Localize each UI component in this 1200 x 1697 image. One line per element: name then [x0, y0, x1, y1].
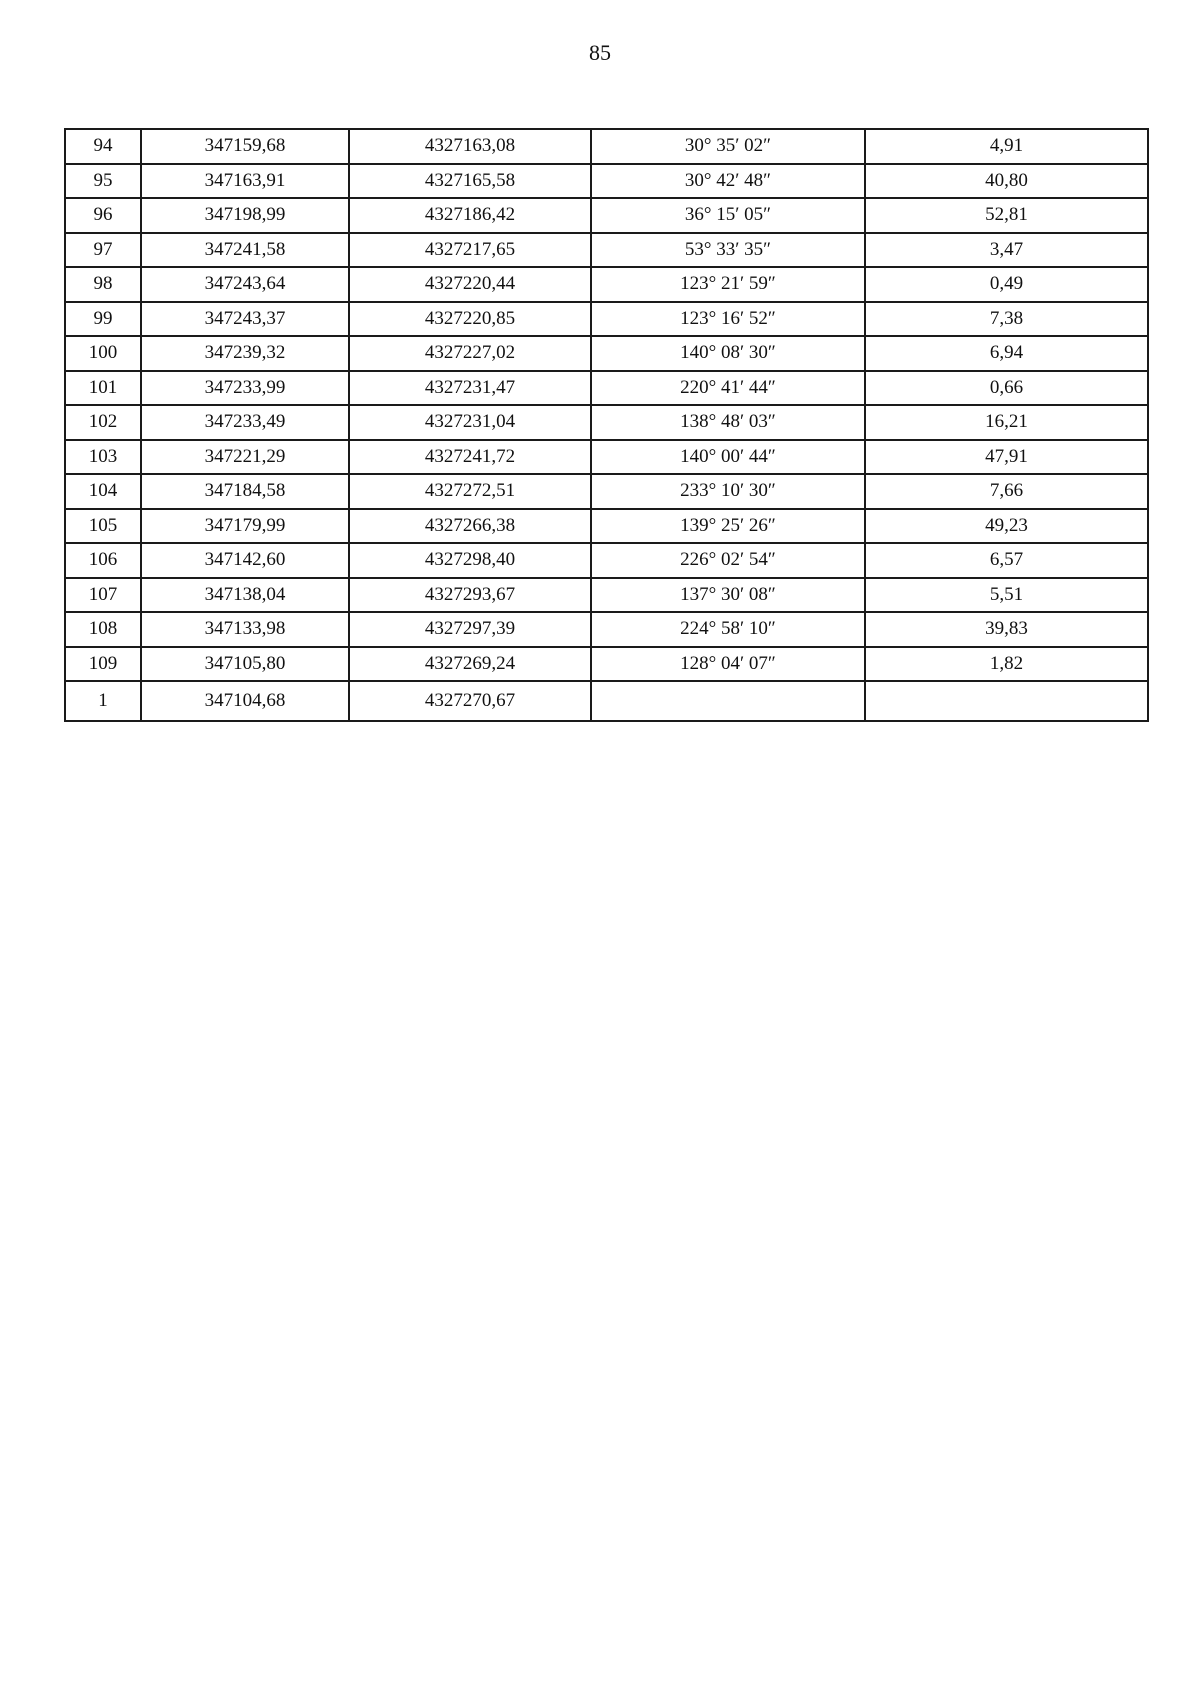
- direction-angle-cell: 123° 21′ 59″: [591, 267, 865, 302]
- y-coordinate-cell: 4327297,39: [349, 612, 591, 647]
- x-coordinate-cell: 347243,37: [141, 302, 349, 337]
- table-row: [65, 302, 1148, 337]
- direction-angle-cell: 226° 02′ 54″: [591, 543, 865, 578]
- y-coordinate-cell: 4327220,85: [349, 302, 591, 337]
- y-coordinate-cell: 4327266,38: [349, 509, 591, 544]
- table-row: [65, 336, 1148, 371]
- segment-length-cell: 47,91: [865, 440, 1148, 475]
- segment-length-cell: 52,81: [865, 198, 1148, 233]
- table-row: [65, 578, 1148, 613]
- table-row: [65, 681, 1148, 721]
- table-row: [65, 612, 1148, 647]
- x-coordinate-cell: 347142,60: [141, 543, 349, 578]
- x-coordinate-cell: 347239,32: [141, 336, 349, 371]
- segment-length-cell: 40,80: [865, 164, 1148, 199]
- y-coordinate-cell: 4327293,67: [349, 578, 591, 613]
- direction-angle-cell: 137° 30′ 08″: [591, 578, 865, 613]
- y-coordinate-cell: 4327269,24: [349, 647, 591, 682]
- direction-angle-cell: 140° 08′ 30″: [591, 336, 865, 371]
- segment-length-cell: 16,21: [865, 405, 1148, 440]
- segment-length-cell: 6,57: [865, 543, 1148, 578]
- y-coordinate-cell: 4327186,42: [349, 198, 591, 233]
- x-coordinate-cell: 347233,49: [141, 405, 349, 440]
- point-number-cell: 105: [65, 509, 141, 544]
- x-coordinate-cell: 347233,99: [141, 371, 349, 406]
- page-number: 85: [589, 40, 611, 65]
- x-coordinate-cell: 347163,91: [141, 164, 349, 199]
- coordinates-table: [64, 128, 1149, 722]
- point-number-cell: 100: [65, 336, 141, 371]
- y-coordinate-cell: 4327163,08: [349, 129, 591, 164]
- x-coordinate-cell: 347138,04: [141, 578, 349, 613]
- segment-length-cell: 49,23: [865, 509, 1148, 544]
- y-coordinate-cell: 4327227,02: [349, 336, 591, 371]
- table-row: [65, 647, 1148, 682]
- point-number-cell: 103: [65, 440, 141, 475]
- point-number-cell: 108: [65, 612, 141, 647]
- table-row: [65, 371, 1148, 406]
- x-coordinate-cell: 347104,68: [141, 681, 349, 721]
- x-coordinate-cell: 347243,64: [141, 267, 349, 302]
- x-coordinate-cell: 347184,58: [141, 474, 349, 509]
- y-coordinate-cell: 4327270,67: [349, 681, 591, 721]
- direction-angle-cell: 233° 10′ 30″: [591, 474, 865, 509]
- point-number-cell: 95: [65, 164, 141, 199]
- y-coordinate-cell: 4327231,47: [349, 371, 591, 406]
- y-coordinate-cell: 4327272,51: [349, 474, 591, 509]
- segment-length-cell: 39,83: [865, 612, 1148, 647]
- point-number-cell: 94: [65, 129, 141, 164]
- table-row: [65, 164, 1148, 199]
- direction-angle-cell: 123° 16′ 52″: [591, 302, 865, 337]
- point-number-cell: 107: [65, 578, 141, 613]
- point-number-cell: 99: [65, 302, 141, 337]
- direction-angle-cell: 53° 33′ 35″: [591, 233, 865, 268]
- direction-angle-cell: [591, 681, 865, 721]
- table-row: [65, 129, 1148, 164]
- direction-angle-cell: 30° 42′ 48″: [591, 164, 865, 199]
- segment-length-cell: 6,94: [865, 336, 1148, 371]
- x-coordinate-cell: 347179,99: [141, 509, 349, 544]
- point-number-cell: 104: [65, 474, 141, 509]
- point-number-cell: 106: [65, 543, 141, 578]
- segment-length-cell: 0,49: [865, 267, 1148, 302]
- x-coordinate-cell: 347159,68: [141, 129, 349, 164]
- segment-length-cell: 5,51: [865, 578, 1148, 613]
- x-coordinate-cell: 347221,29: [141, 440, 349, 475]
- direction-angle-cell: 138° 48′ 03″: [591, 405, 865, 440]
- direction-angle-cell: 140° 00′ 44″: [591, 440, 865, 475]
- y-coordinate-cell: 4327220,44: [349, 267, 591, 302]
- point-number-cell: 101: [65, 371, 141, 406]
- point-number-cell: 98: [65, 267, 141, 302]
- table-row: [65, 198, 1148, 233]
- direction-angle-cell: 128° 04′ 07″: [591, 647, 865, 682]
- x-coordinate-cell: 347241,58: [141, 233, 349, 268]
- y-coordinate-cell: 4327241,72: [349, 440, 591, 475]
- table-row: [65, 405, 1148, 440]
- table-row: [65, 543, 1148, 578]
- segment-length-cell: 7,66: [865, 474, 1148, 509]
- segment-length-cell: 4,91: [865, 129, 1148, 164]
- direction-angle-cell: 30° 35′ 02″: [591, 129, 865, 164]
- y-coordinate-cell: 4327298,40: [349, 543, 591, 578]
- direction-angle-cell: 224° 58′ 10″: [591, 612, 865, 647]
- direction-angle-cell: 139° 25′ 26″: [591, 509, 865, 544]
- point-number-cell: 109: [65, 647, 141, 682]
- y-coordinate-cell: 4327217,65: [349, 233, 591, 268]
- point-number-cell: 97: [65, 233, 141, 268]
- direction-angle-cell: 36° 15′ 05″: [591, 198, 865, 233]
- x-coordinate-cell: 347198,99: [141, 198, 349, 233]
- table-row: [65, 440, 1148, 475]
- table-row: [65, 267, 1148, 302]
- x-coordinate-cell: 347105,80: [141, 647, 349, 682]
- segment-length-cell: 7,38: [865, 302, 1148, 337]
- point-number-cell: 96: [65, 198, 141, 233]
- x-coordinate-cell: 347133,98: [141, 612, 349, 647]
- table-row: [65, 474, 1148, 509]
- segment-length-cell: 3,47: [865, 233, 1148, 268]
- table-row: [65, 233, 1148, 268]
- segment-length-cell: [865, 681, 1148, 721]
- y-coordinate-cell: 4327231,04: [349, 405, 591, 440]
- point-number-cell: 1: [65, 681, 141, 721]
- segment-length-cell: 0,66: [865, 371, 1148, 406]
- table-row: [65, 509, 1148, 544]
- point-number-cell: 102: [65, 405, 141, 440]
- direction-angle-cell: 220° 41′ 44″: [591, 371, 865, 406]
- y-coordinate-cell: 4327165,58: [349, 164, 591, 199]
- segment-length-cell: 1,82: [865, 647, 1148, 682]
